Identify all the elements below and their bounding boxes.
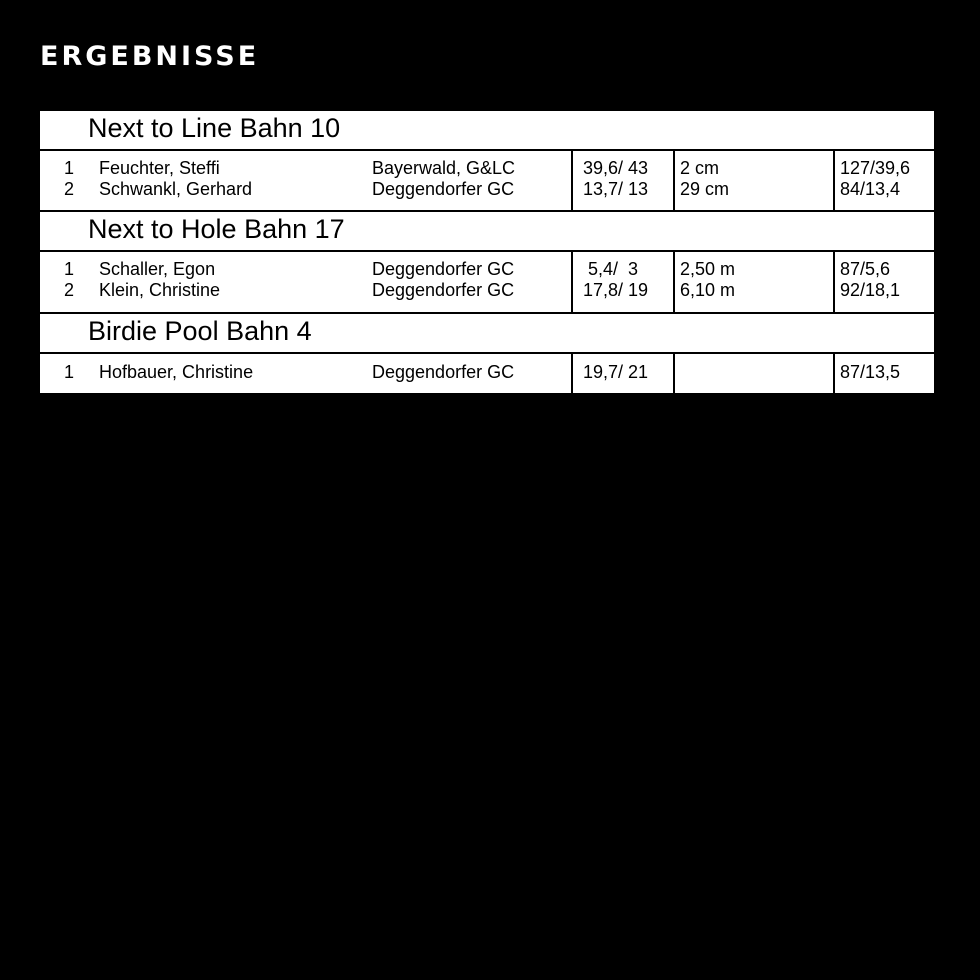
table-row: [40, 158, 934, 179]
handicap-cell: 13,7/ 13: [583, 179, 649, 199]
page-title: ERGEBNISSE: [40, 41, 260, 72]
rank-cell: 2: [64, 179, 75, 199]
section-header-next-to-line: [40, 111, 934, 151]
rank-cell: 2: [64, 280, 75, 300]
rank-cell: 1: [64, 158, 75, 178]
table-row: [40, 362, 934, 383]
table-row: [40, 280, 934, 301]
table-row: [40, 179, 934, 200]
results-table: [39, 110, 935, 394]
score-cell: 92/18,1: [840, 280, 901, 300]
rank-cell: 1: [64, 362, 75, 382]
club-cell: Deggendorfer GC: [372, 259, 515, 279]
score-cell: 87/5,6: [840, 259, 891, 279]
distance-cell: 6,10 m: [680, 280, 736, 300]
section-title: Next to Hole Bahn 17: [88, 214, 345, 244]
handicap-cell: 17,8/ 19: [583, 280, 649, 300]
handicap-cell: 39,6/ 43: [583, 158, 649, 178]
distance-cell: 2 cm: [680, 158, 720, 178]
table-row: [40, 259, 934, 280]
name-cell: Schaller, Egon: [99, 259, 216, 279]
name-cell: Schwankl, Gerhard: [99, 179, 253, 199]
section-body-next-to-line: [40, 151, 934, 212]
section-body-next-to-hole: [40, 252, 934, 314]
club-cell: Deggendorfer GC: [372, 362, 515, 382]
section-body-birdie-pool: [40, 354, 934, 393]
club-cell: Bayerwald, G&LC: [372, 158, 516, 178]
name-cell: Klein, Christine: [99, 280, 221, 300]
name-cell: Hofbauer, Christine: [99, 362, 254, 382]
section-title: Birdie Pool Bahn 4: [88, 316, 312, 346]
handicap-cell: 5,4/ 3: [583, 259, 639, 279]
club-cell: Deggendorfer GC: [372, 179, 515, 199]
club-cell: Deggendorfer GC: [372, 280, 515, 300]
name-cell: Feuchter, Steffi: [99, 158, 220, 178]
section-header-birdie-pool: [40, 314, 934, 354]
score-cell: 87/13,5: [840, 362, 901, 382]
score-cell: 127/39,6: [840, 158, 911, 178]
section-header-next-to-hole: [40, 212, 934, 252]
handicap-cell: 19,7/ 21: [583, 362, 649, 382]
section-title: Next to Line Bahn 10: [88, 113, 341, 143]
distance-cell: 2,50 m: [680, 259, 736, 279]
rank-cell: 1: [64, 259, 75, 279]
score-cell: 84/13,4: [840, 179, 901, 199]
distance-cell: 29 cm: [680, 179, 730, 199]
